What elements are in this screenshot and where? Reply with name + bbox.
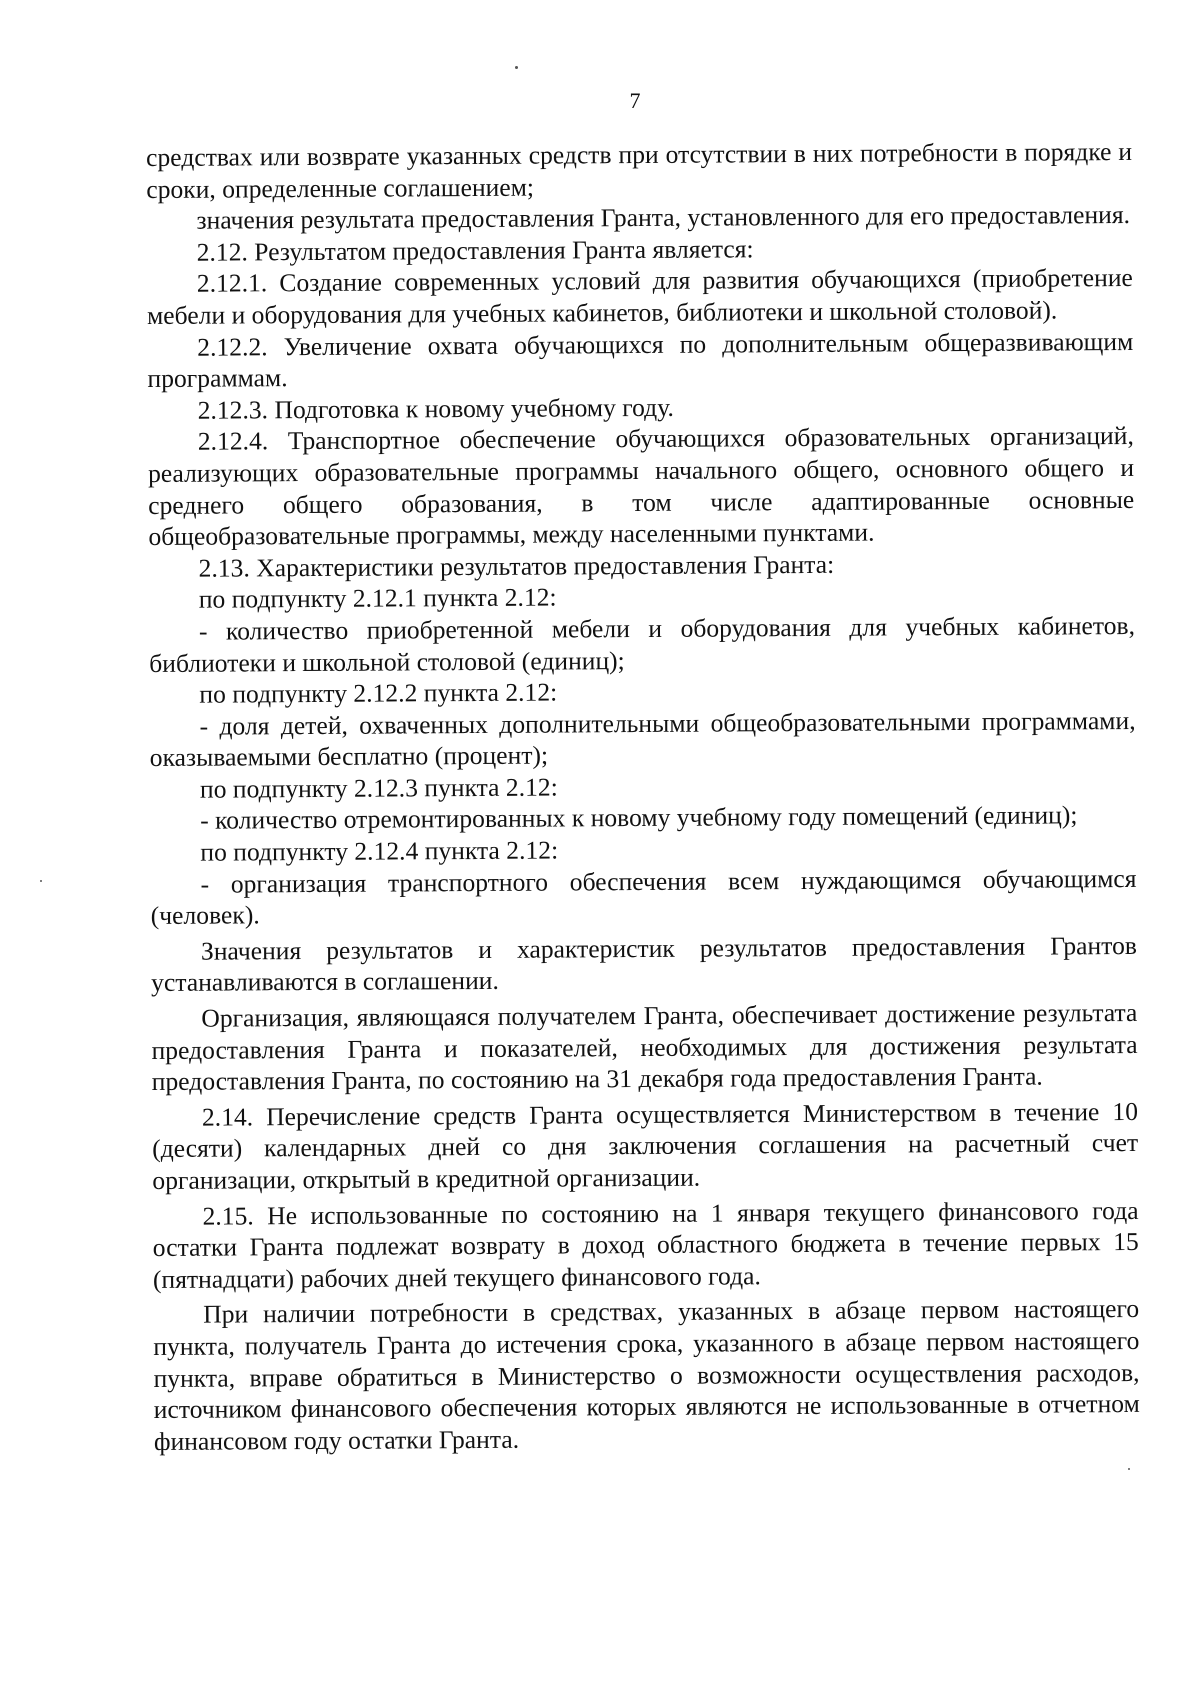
paragraph: по подпункту 2.12.2 пункта 2.12: [199, 677, 558, 709]
paragraph: 2.14. Перечисление средств Гранта осуществляется Министерством в течение 10 (десяти) календарных дней со дня заключения соглашения на расчетный счет организации, открытый в кредитной организации. [152, 1096, 1139, 1195]
paragraph: 2.12.3. Подготовка к новому учебному году. [197, 392, 674, 425]
paragraph: Значения результатов и характеристик результатов предоставления Грантов устанавливаются в соглашении. [151, 930, 1138, 998]
paragraph: 2.12.2. Увеличение охвата обучающихся по дополнительным общеразвивающим программам. [147, 326, 1134, 394]
paragraph: Организация, являющаяся получателем Гранта, обеспечивает достижение результата предоставления Гранта и показателей, необходимых для достижения результата предоставления Гранта, по состоянию на 31 декабря года предоставления Гранта. [151, 997, 1138, 1097]
paragraph: - доля детей, охваченных дополнительными общеобразовательными программами, оказываемыми бесплатно (процент); [149, 705, 1136, 773]
document-body [146, 136, 1140, 1457]
paragraph: - количество отремонтированных к новому учебному году помещений (единиц); [200, 800, 1078, 836]
paragraph: по подпункту 2.12.1 пункта 2.12: [198, 582, 557, 614]
paragraph: 2.12.4. Транспортное обеспечение обучающихся образовательных организаций, реализующих образовательные программы начального общего, основного общего и среднего общего образования, в том числе адаптированные основные общеобразовательные программы, между населенными пунктами. [147, 421, 1135, 552]
paragraph: по подпункту 2.12.4 пункта 2.12: [200, 835, 559, 867]
page-number: 7 [629, 88, 641, 113]
paragraph: - количество приобретенной мебели и оборудования для учебных кабинетов, библиотеки и школьной столовой (единиц); [149, 610, 1136, 678]
paragraph: 2.12.1. Создание современных условий для развития обучающихся (приобретение мебели и оборудования для учебных кабинетов, библиотеки и школьной столовой). [146, 263, 1133, 330]
paragraph: 2.15. Не использованные по состоянию на 1 января текущего финансового года остатки Гранта подлежат возврату в доход областного бюджета в течение первых 15 (пятнадцати) рабочих дней текущего финансового года. [152, 1195, 1139, 1294]
paragraph: 2.13. Характеристики результатов предоставления Гранта: [198, 549, 835, 583]
paragraph: 2.12. Результатом предоставления Гранта является: [196, 234, 754, 267]
paragraph: средствах или возврате указанных средств при отсутствии в них потребности в порядке и сроки, определенные соглашением; [146, 136, 1133, 204]
paragraph: значения результата предоставления Гранта, установленного для его предоставления. [196, 200, 1131, 235]
paragraph: по подпункту 2.12.3 пункта 2.12: [199, 772, 558, 804]
scan-speck [1128, 1468, 1130, 1470]
paragraph: - организация транспортного обеспечения всем нуждающимся обучающимся (человек). [150, 863, 1137, 931]
scan-speck [515, 66, 518, 69]
paragraph: При наличии потребности в средствах, указанных в абзаце первом настоящего пункта, получатель Гранта до истечения срока, указанного в абзаце первом настоящего пункта, вправе обратиться в Министерство о возможности осуществления расходов, источником финансового обеспечения которых являются не использованные в отчетном финансовом году остатки Гранта. [153, 1294, 1140, 1456]
scan-speck [40, 880, 42, 882]
